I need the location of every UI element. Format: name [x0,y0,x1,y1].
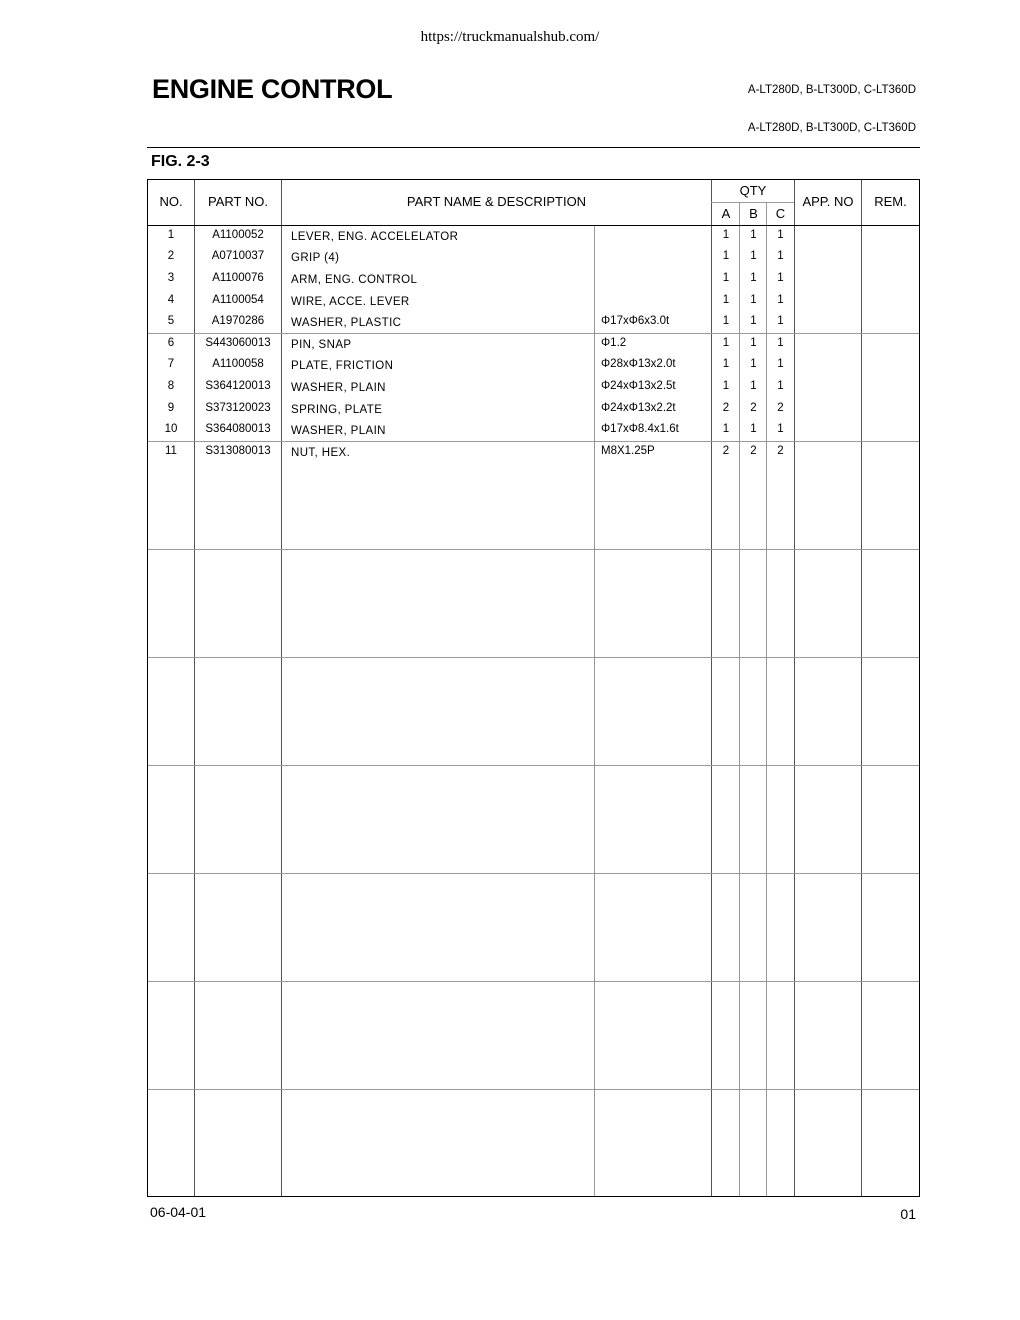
row-qty-a: 1 [722,423,730,435]
row-spec: Φ28xΦ13x2.0t [601,358,676,370]
col-divider-qty-c [766,202,767,1196]
group-line-6 [148,873,919,874]
row-qty-a: 1 [722,337,730,349]
row-qty-c: 1 [777,315,784,327]
row-no: 2 [167,250,175,262]
row-part-name: WASHER, PLAIN [291,382,386,394]
model-list-bottom: A-LT280D, B-LT300D, C-LT360D [747,122,916,134]
header-rem: REM. [874,194,907,209]
page-number: 01 [900,1206,916,1222]
col-divider-qty-b [739,202,740,1196]
row-no: 8 [167,380,175,392]
row-qty-b: 2 [750,445,757,457]
row-part-no: A1100076 [212,272,264,284]
page-title: ENGINE CONTROL [152,74,393,104]
header-qty-b: B [749,206,758,221]
row-spec: Φ1.2 [601,337,627,349]
row-qty-c: 1 [777,294,784,306]
row-qty-c: 2 [777,402,784,414]
row-qty-c: 1 [777,380,784,392]
row-part-no: A0710037 [211,250,265,262]
header-divider [147,147,920,148]
row-qty-b: 1 [750,229,757,241]
row-qty-a: 2 [722,445,730,457]
group-line-4 [148,657,919,658]
row-qty-c: 1 [777,337,784,349]
group-line-7 [148,981,919,982]
row-qty-a: 1 [722,229,730,241]
row-qty-b: 1 [750,250,757,262]
row-qty-a: 1 [722,315,730,327]
row-qty-c: 1 [777,229,784,241]
row-qty-b: 1 [750,272,757,284]
header-part-name: PART NAME & DESCRIPTION [406,194,587,209]
row-part-name: PIN, SNAP [291,339,352,351]
row-spec: M8X1.25P [601,445,655,457]
row-qty-a: 1 [722,272,730,284]
group-line-3 [148,549,919,550]
row-part-no: S313080013 [205,445,271,457]
row-qty-a: 2 [722,402,730,414]
row-part-no: A1100058 [212,358,264,370]
row-qty-c: 1 [777,272,784,284]
header-bottom-line [148,225,919,226]
row-spec: Φ24xΦ13x2.2t [601,402,676,414]
col-divider-spec [594,226,595,1196]
row-part-no: A1970286 [211,315,265,327]
header-qty-c: C [775,206,786,221]
row-part-name: NUT, HEX. [291,447,351,459]
parts-table [147,179,920,1197]
row-part-name: WASHER, PLASTIC [291,317,402,329]
row-part-no: A1100054 [212,294,264,306]
row-no: 1 [167,229,175,241]
row-spec: Φ24xΦ13x2.5t [601,380,676,392]
row-qty-b: 1 [750,423,757,435]
row-no: 9 [167,402,175,414]
row-qty-a: 1 [722,380,730,392]
row-qty-c: 1 [777,250,784,262]
row-part-name: SPRING, PLATE [291,404,383,416]
row-no: 11 [165,445,177,457]
qty-subheader-line [711,202,794,203]
row-spec: Φ17xΦ6x3.0t [601,315,670,327]
row-qty-b: 1 [750,358,757,370]
group-line-5 [148,765,919,766]
row-no: 4 [167,294,175,306]
row-no: 7 [167,358,175,370]
group-line-8 [148,1089,919,1090]
header-part-no: PART NO. [208,194,268,209]
row-part-no: S443060013 [205,337,271,349]
footer-date: 06-04-01 [150,1204,207,1220]
row-part-name: PLATE, FRICTION [291,360,394,372]
row-qty-b: 2 [750,402,757,414]
row-no: 6 [167,337,175,349]
row-qty-b: 1 [750,380,757,392]
row-part-no: S364120013 [205,380,271,392]
group-line-2 [148,441,919,442]
row-spec: Φ17xΦ8.4x1.6t [601,423,679,435]
row-part-name: LEVER, ENG. ACCELELATOR [291,231,459,243]
row-part-no: A1100052 [212,229,264,241]
row-no: 3 [167,272,175,284]
header-qty: QTY [739,183,767,198]
row-part-no: S373120023 [205,402,271,414]
header-app-no: APP. NO [802,194,854,209]
row-qty-b: 1 [750,315,757,327]
row-qty-c: 1 [777,423,784,435]
row-no: 10 [164,423,178,435]
row-part-name: ARM, ENG. CONTROL [291,274,418,286]
source-url[interactable]: https://truckmanualshub.com/ [420,29,600,45]
figure-label: FIG. 2-3 [151,153,210,170]
group-line-1 [148,333,919,334]
header-no: NO. [159,194,183,209]
row-qty-a: 1 [722,294,730,306]
row-qty-b: 1 [750,337,757,349]
row-qty-a: 1 [722,250,730,262]
row-part-no: S364080013 [205,423,271,435]
row-qty-a: 1 [722,358,730,370]
row-qty-b: 1 [750,294,757,306]
model-list-top: A-LT280D, B-LT300D, C-LT360D [747,84,916,96]
row-qty-c: 2 [777,445,784,457]
row-qty-c: 1 [777,358,784,370]
row-part-name: GRIP (4) [291,252,340,264]
row-part-name: WASHER, PLAIN [291,425,386,437]
row-part-name: WIRE, ACCE. LEVER [291,296,410,308]
header-qty-a: A [721,206,731,221]
row-no: 5 [167,315,175,327]
